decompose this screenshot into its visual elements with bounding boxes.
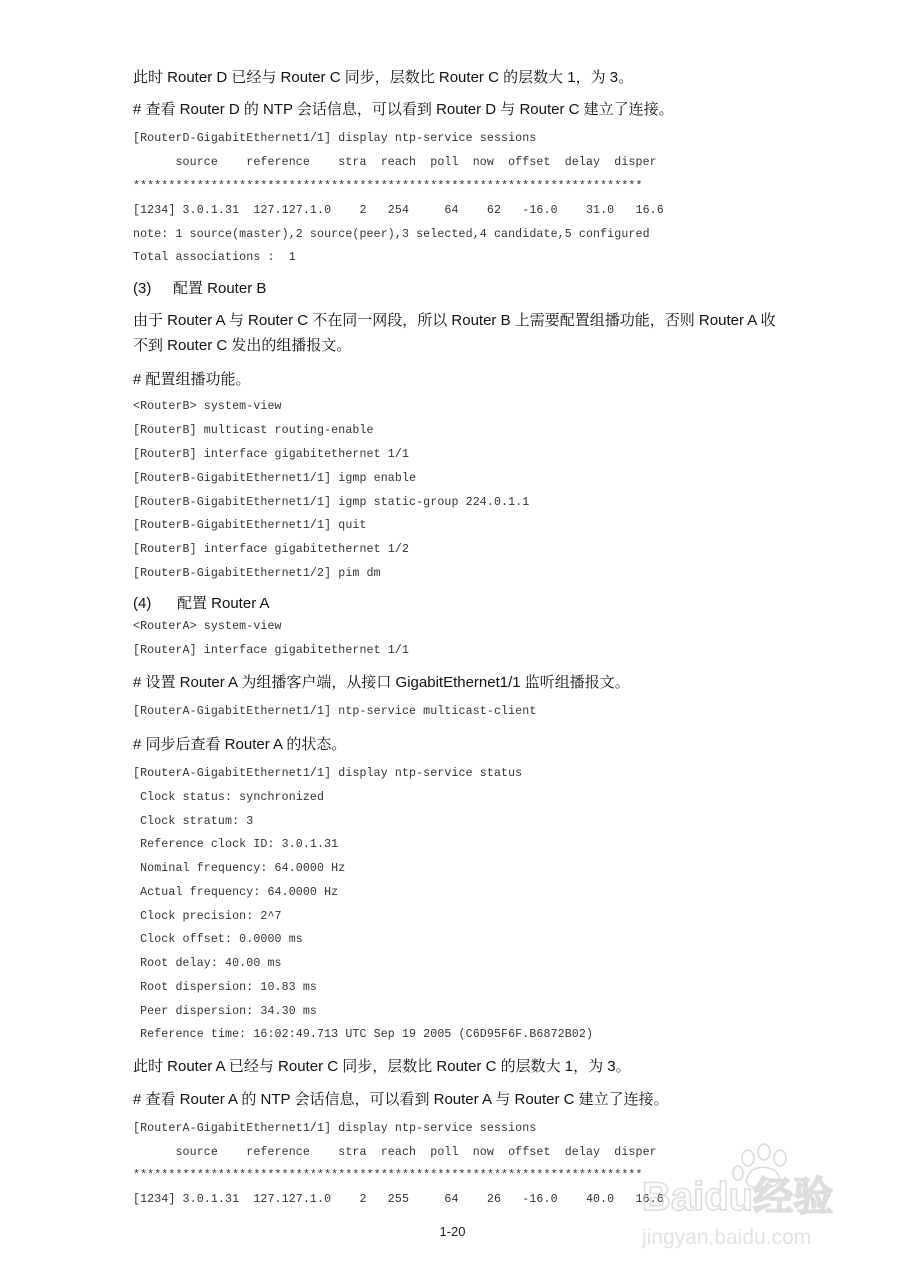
code-line: Clock stratum: 3 — [133, 815, 254, 828]
code-line: [RouterB-GigabitEthernet1/1] igmp static-group 224.0.1.1 — [133, 496, 530, 509]
code-line: Reference time: 16:02:49.713 UTC Sep 19 2005 (C6D95F6F.B6872B02) — [133, 1028, 594, 1041]
code-line: [RouterA-GigabitEthernet1/1] display ntp-service sessions — [133, 1122, 537, 1135]
paragraph-line: # 同步后查看 Router A 的状态。 — [133, 736, 347, 753]
code-line: [RouterB] multicast routing-enable — [133, 424, 374, 437]
watermark-url: jingyan.baidu.com — [642, 1226, 812, 1249]
code-line: [RouterB-GigabitEthernet1/1] igmp enable — [133, 472, 417, 485]
code-line: Clock offset: 0.0000 ms — [133, 933, 303, 946]
code-line: [RouterA] interface gigabitethernet 1/1 — [133, 644, 410, 657]
paragraph-line: # 设置 Router A 为组播客户端，从接口 GigabitEthernet1/1 监听组播报文。 — [133, 674, 630, 691]
section-heading — [133, 592, 270, 613]
section-number: (4) — [133, 595, 152, 612]
code-line: note: 1 source(master),2 source(peer),3 selected,4 candidate,5 configured — [133, 228, 650, 241]
watermark-logo-text: Baidu经验 — [642, 1175, 834, 1219]
code-line: ************************************************************************ — [133, 180, 643, 193]
code-line: <RouterA> system-view — [133, 620, 282, 633]
code-line: Reference clock ID: 3.0.1.31 — [133, 838, 339, 851]
paragraph-line: 由于 Router A 与 Router C 不在同一网段，所以 Router B 上需要配置组播功能，否则 Router A 收 — [133, 312, 776, 329]
paragraph-line: 此时 Router D 已经与 Router C 同步，层数比 Router C 的层数大 1，为 3。 — [133, 69, 634, 86]
section-heading — [133, 277, 266, 298]
code-line: Root dispersion: 10.83 ms — [133, 981, 318, 994]
code-line: Nominal frequency: 64.0000 Hz — [133, 862, 346, 875]
code-line: [RouterB] interface gigabitethernet 1/1 — [133, 448, 410, 461]
code-line: Total associations : 1 — [133, 251, 296, 264]
code-line: [1234] 3.0.1.31 127.127.1.0 2 255 64 26 -16.0 40.0 16.6 — [133, 1193, 664, 1206]
code-line: [RouterA-GigabitEthernet1/1] ntp-service multicast-client — [133, 705, 537, 718]
code-line: Peer dispersion: 34.30 ms — [133, 1005, 318, 1018]
section-title: 配置 Router B — [173, 280, 267, 297]
page-number: 1-20 — [439, 1224, 466, 1239]
code-line: [RouterB-GigabitEthernet1/2] pim dm — [133, 567, 381, 580]
section-title: 配置 Router A — [177, 595, 270, 612]
code-line: <RouterB> system-view — [133, 400, 282, 413]
section-number: (3) — [133, 280, 152, 297]
paragraph-line: 不到 Router C 发出的组播报文。 — [133, 337, 352, 354]
baidu-jingyan-watermark-logo — [640, 1140, 880, 1270]
code-line: [RouterD-GigabitEthernet1/1] display ntp-service sessions — [133, 132, 537, 145]
code-line: ************************************************************************ — [133, 1169, 643, 1182]
code-line: Clock status: synchronized — [133, 791, 325, 804]
code-line: Root delay: 40.00 ms — [133, 957, 282, 970]
paragraph-line: # 查看 Router D 的 NTP 会话信息，可以看到 Router D 与 Router C 建立了连接。 — [133, 101, 674, 118]
code-line: [RouterB-GigabitEthernet1/1] quit — [133, 519, 367, 532]
code-line: [RouterA-GigabitEthernet1/1] display ntp-service status — [133, 767, 523, 780]
code-line: Clock precision: 2^7 — [133, 910, 282, 923]
paragraph-line: 此时 Router A 已经与 Router C 同步，层数比 Router C 的层数大 1，为 3。 — [133, 1058, 631, 1075]
code-line: [1234] 3.0.1.31 127.127.1.0 2 254 64 62 -16.0 31.0 16.6 — [133, 204, 664, 217]
code-line: [RouterB] interface gigabitethernet 1/2 — [133, 543, 410, 556]
paragraph-line: # 配置组播功能。 — [133, 371, 251, 388]
code-line: source reference stra reach poll now offset delay disper — [133, 1146, 657, 1159]
code-line: source reference stra reach poll now offset delay disper — [133, 156, 657, 169]
code-line: Actual frequency: 64.0000 Hz — [133, 886, 339, 899]
paragraph-line: # 查看 Router A 的 NTP 会话信息，可以看到 Router A 与 Router C 建立了连接。 — [133, 1091, 669, 1108]
